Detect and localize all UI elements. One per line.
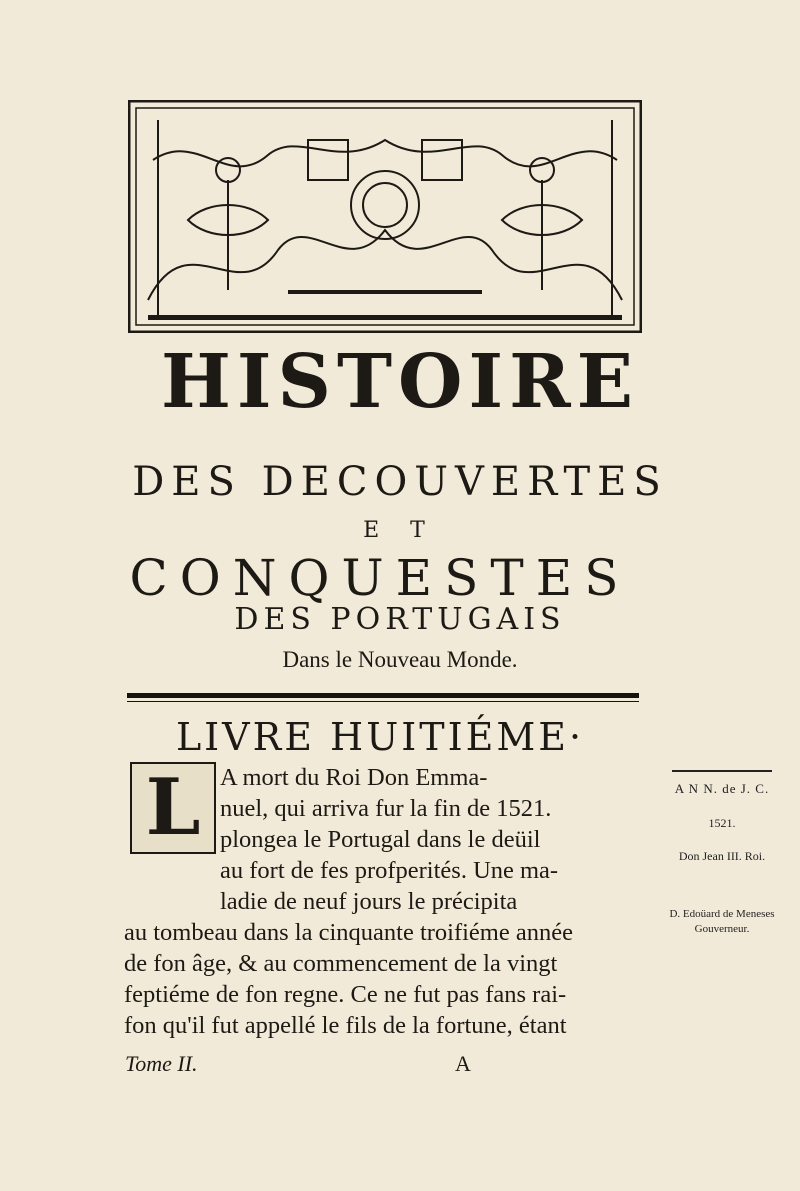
title-conquestes: CONQUESTES	[129, 549, 631, 607]
title-portugais: DES PORTUGAIS	[234, 602, 566, 637]
margin-rule	[672, 770, 772, 772]
text-line: au fort de fes profperités. Une ma-	[220, 857, 559, 884]
dropcap-letter: L	[145, 762, 201, 853]
text-line: ladie de neuf jours le précipita	[220, 888, 518, 915]
margin-edouard: D. Edoüard de Meneses Gouverneur.	[669, 908, 775, 935]
text-line: feptiéme de fon regne. Ce ne fut pas fans rai-	[124, 981, 567, 1008]
divider-thick	[127, 693, 639, 698]
text-line: de fon âge, & au commencement de la vingt	[124, 950, 558, 977]
text-line: au tombeau dans la cinquante troifiéme année	[124, 919, 573, 946]
margin-don-jean: Don Jean III. Roi.	[678, 849, 766, 863]
tome-label: Tome II.	[125, 1051, 198, 1076]
title-histoire: HISTOIRE	[160, 339, 640, 425]
divider-thin	[127, 701, 639, 702]
title-et: E T	[363, 518, 437, 543]
ornamental-headpiece	[128, 100, 642, 333]
title-decouvertes: DES DECOUVERTES	[132, 459, 668, 505]
subtitle: Dans le Nouveau Monde.	[282, 647, 518, 672]
body-text	[124, 762, 664, 1041]
text-line: nuel, qui arriva fur la fin de 1521.	[220, 795, 552, 822]
text-line: plongea le Portugal dans le deüil	[220, 826, 541, 853]
text-line: A mort du Roi Don Emma-	[220, 764, 488, 791]
margin-year: 1521.	[708, 816, 736, 830]
text-line: fon qu'il fut appellé le fils de la fortune, étant	[124, 1012, 567, 1039]
margin-anno-domini: A N N. de J. C.	[674, 781, 770, 796]
page-footer	[125, 1051, 655, 1081]
signature-mark: A	[455, 1051, 471, 1076]
book-heading: LIVRE HUITIÉME·	[175, 715, 585, 759]
